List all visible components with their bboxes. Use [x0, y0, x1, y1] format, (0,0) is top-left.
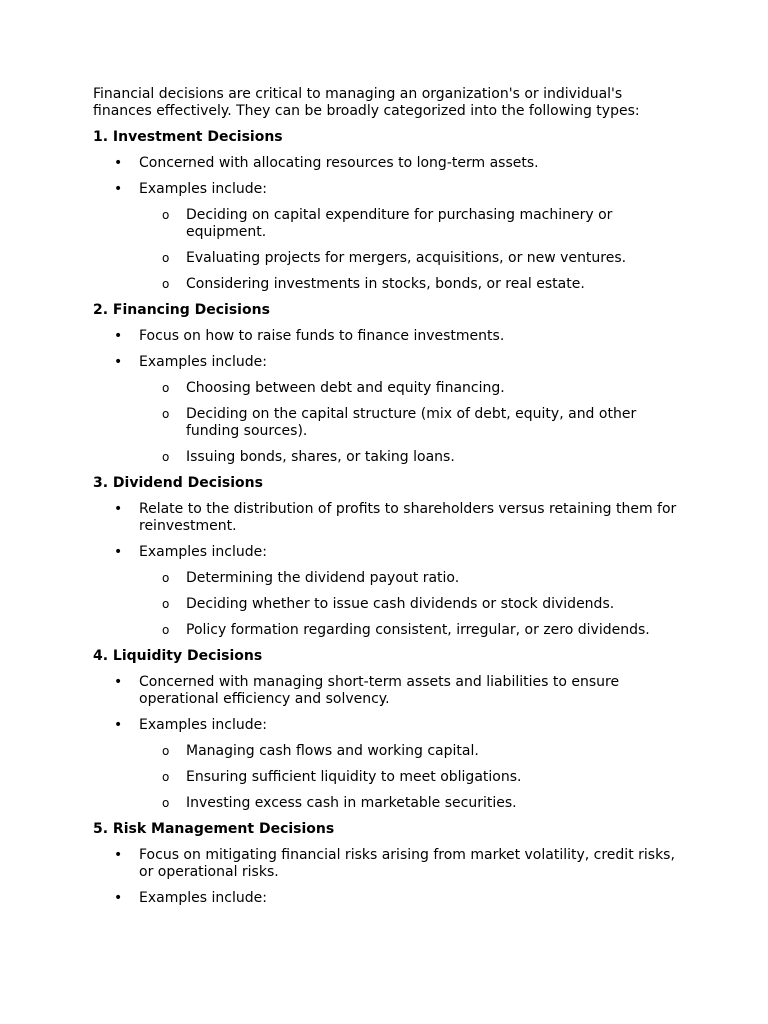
bullet-icon: •	[114, 890, 123, 906]
list-item	[93, 155, 683, 172]
bullet-icon: •	[114, 181, 123, 197]
sub-list-item-text: Choosing between debt and equity financing.	[186, 380, 505, 396]
sub-list-item	[139, 769, 683, 786]
sub-list-item	[139, 250, 683, 267]
list-item-text: Focus on how to raise funds to finance investments.	[139, 328, 505, 344]
intro-paragraph: Financial decisions are critical to managing an organization's or individual's finances effectively. They can be broadly categorized into the following types:	[93, 86, 640, 119]
bullet-icon: •	[114, 847, 123, 863]
section	[93, 821, 683, 907]
bullet-icon: •	[114, 328, 123, 344]
sub-bullet-icon: o	[162, 450, 170, 464]
sub-list-item-text: Investing excess cash in marketable securities.	[186, 795, 517, 811]
sub-list-item	[139, 406, 683, 440]
list-item-text: Examples include:	[139, 544, 267, 560]
list-item	[93, 674, 683, 708]
sub-bullet-icon: o	[162, 597, 170, 611]
section-heading: 3. Dividend Decisions	[93, 475, 263, 491]
sub-list-item	[139, 743, 683, 760]
sub-list-item-text: Issuing bonds, shares, or taking loans.	[186, 449, 455, 465]
examples-sublist	[139, 207, 683, 293]
sub-list-item-text: Policy formation regarding consistent, irregular, or zero dividends.	[186, 622, 650, 638]
sub-bullet-icon: o	[162, 277, 170, 291]
bullet-icon: •	[114, 674, 123, 690]
sub-bullet-icon: o	[162, 251, 170, 265]
sub-list-item	[139, 622, 683, 639]
examples-sublist	[139, 570, 683, 639]
list-item-text: Examples include:	[139, 181, 267, 197]
sub-list-item	[139, 596, 683, 613]
document-body	[93, 86, 683, 916]
list-item-text: Concerned with managing short-term assets and liabilities to ensure operational efficiency and solvency.	[139, 674, 620, 707]
sub-bullet-icon: o	[162, 407, 170, 421]
examples-list-item	[93, 890, 683, 907]
bullet-list	[93, 501, 683, 639]
sub-bullet-icon: o	[162, 208, 170, 222]
section-heading: 4. Liquidity Decisions	[93, 648, 263, 664]
bullet-list	[93, 155, 683, 293]
sections-container	[93, 129, 683, 907]
sub-bullet-icon: o	[162, 381, 170, 395]
list-item-text: Examples include:	[139, 717, 267, 733]
sub-list-item	[139, 207, 683, 241]
sub-bullet-icon: o	[162, 770, 170, 784]
sub-list-item-text: Ensuring sufficient liquidity to meet obligations.	[186, 769, 522, 785]
examples-list-item	[93, 717, 683, 812]
sub-list-item-text: Evaluating projects for mergers, acquisitions, or new ventures.	[186, 250, 627, 266]
sub-bullet-icon: o	[162, 796, 170, 810]
sub-list-item-text: Determining the dividend payout ratio.	[186, 570, 460, 586]
list-item	[93, 328, 683, 345]
sub-bullet-icon: o	[162, 571, 170, 585]
examples-sublist	[139, 743, 683, 812]
sub-list-item-text: Managing cash flows and working capital.	[186, 743, 479, 759]
section	[93, 648, 683, 812]
examples-list-item	[93, 544, 683, 639]
examples-sublist	[139, 380, 683, 466]
sub-list-item	[139, 795, 683, 812]
bullet-list	[93, 847, 683, 907]
sub-list-item-text: Deciding on capital expenditure for purchasing machinery or equipment.	[186, 207, 613, 240]
examples-list-item	[93, 181, 683, 293]
list-item	[93, 501, 683, 535]
section	[93, 129, 683, 293]
sub-bullet-icon: o	[162, 623, 170, 637]
sub-bullet-icon: o	[162, 744, 170, 758]
bullet-icon: •	[114, 354, 123, 370]
bullet-icon: •	[114, 155, 123, 171]
sub-list-item-text: Deciding whether to issue cash dividends or stock dividends.	[186, 596, 615, 612]
section-heading: 2. Financing Decisions	[93, 302, 270, 318]
sub-list-item	[139, 449, 683, 466]
bullet-list	[93, 674, 683, 812]
list-item-text: Examples include:	[139, 890, 267, 906]
section	[93, 475, 683, 639]
sub-list-item-text: Deciding on the capital structure (mix of debt, equity, and other funding sources).	[186, 406, 637, 439]
list-item-text: Relate to the distribution of profits to shareholders versus retaining them for reinvestment.	[139, 501, 677, 534]
sub-list-item-text: Considering investments in stocks, bonds, or real estate.	[186, 276, 585, 292]
bullet-list	[93, 328, 683, 466]
section-heading: 1. Investment Decisions	[93, 129, 283, 145]
list-item-text: Concerned with allocating resources to long-term assets.	[139, 155, 539, 171]
bullet-icon: •	[114, 501, 123, 517]
bullet-icon: •	[114, 717, 123, 733]
examples-list-item	[93, 354, 683, 466]
sub-list-item	[139, 570, 683, 587]
bullet-icon: •	[114, 544, 123, 560]
sub-list-item	[139, 380, 683, 397]
sub-list-item	[139, 276, 683, 293]
section-heading: 5. Risk Management Decisions	[93, 821, 335, 837]
list-item-text: Examples include:	[139, 354, 267, 370]
list-item-text: Focus on mitigating financial risks arising from market volatility, credit risks, or operational risks.	[139, 847, 675, 880]
section	[93, 302, 683, 466]
list-item	[93, 847, 683, 881]
